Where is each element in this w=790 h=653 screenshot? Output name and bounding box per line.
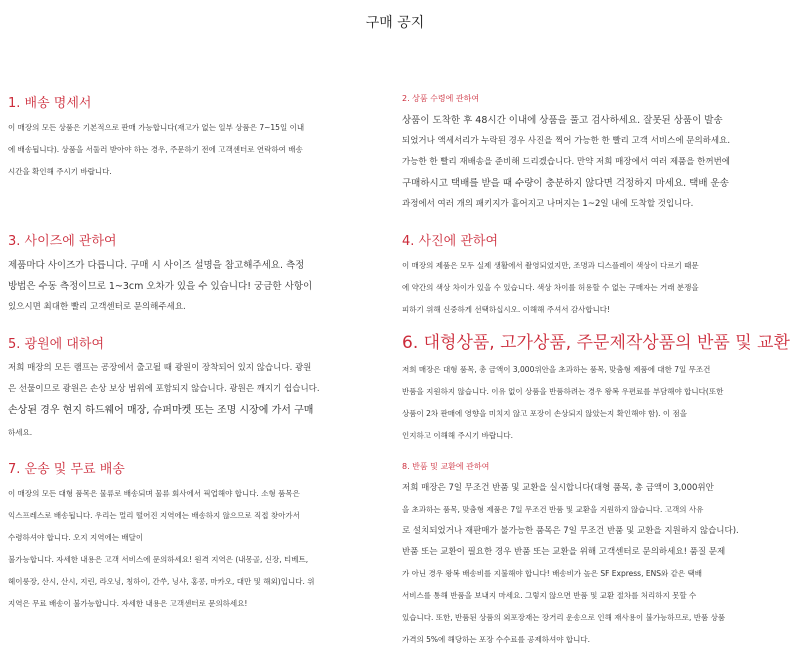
section-heading: 6. 대형상품, 고가상품, 주문제작상품의 반품 및 교환 <box>402 333 790 353</box>
text-line: 있습니다. 또한, 반품된 상품의 외포장재는 장거리 운송으로 인해 재사용이 불가능하므로, 반품 상품 <box>402 613 726 622</box>
section-receiving <box>402 93 777 215</box>
text-line: 이 매장의 모든 상품은 기본적으로 판매 가능합니다(재고가 없는 일부 상품은 7~15일 이내 <box>8 123 305 132</box>
text-line: 있으시면 최대한 빨리 고객센터로 문의해주세요. <box>8 302 186 312</box>
text-line: 수령하셔야 합니다. 오지 지역에는 배달이 <box>8 533 144 542</box>
text-line: 되었거나 액세서리가 누락된 경우 사진을 찍어 가능한 한 빨리 고객 서비스에 문의하세요. <box>402 136 731 146</box>
text-line: 방법은 수동 측정이므로 1~3cm 오차가 있을 수 있습니다! 궁금한 사항이 <box>8 281 313 292</box>
text-line: 손상된 경우 현지 하드웨어 매장, 슈퍼마켓 또는 조명 시장에 가서 구매 <box>8 405 314 416</box>
section-heading: 3. 사이즈에 관하여 <box>8 234 117 249</box>
section-heading: 5. 광원에 대하여 <box>8 337 105 352</box>
section-heading: 1. 배송 명세서 <box>8 96 92 111</box>
page-title: 구매 공지 <box>365 15 425 31</box>
text-line: 저희 매장은 7일 무조건 반품 및 교환을 실시합니다(대형 품목, 총 금액이 3,000위안 <box>402 483 714 493</box>
section-returns-exchange <box>402 461 787 651</box>
text-line: 지역은 무료 배송이 불가능합니다. 자세한 내용은 고객센터로 문의하세요! <box>8 599 248 608</box>
text-line: 하세요. <box>8 428 33 437</box>
text-line: 과정에서 여러 개의 패키지가 흩어지고 나머지는 1~2일 내에 도착할 것입니다. <box>402 199 694 209</box>
text-line: 구매하시고 택배를 받을 때 수량이 충분하지 않다면 걱정하지 마세요. 택배 운송 <box>402 178 729 189</box>
section-heading: 8. 반품 및 교환에 관하여 <box>402 462 490 471</box>
section-heading: 7. 운송 및 무료 배송 <box>8 462 125 477</box>
text-line: 가격의 5%에 해당하는 포장 수수료를 공제하셔야 합니다. <box>402 635 590 644</box>
section-shipping-free <box>8 458 383 615</box>
text-line: 헤이룽장, 산시, 산시, 지린, 라오닝, 칭하이, 간쑤, 닝샤, 홍콩, 마카오, 대만 및 해외)입니다. 위 <box>8 577 315 586</box>
section-shipping-spec <box>8 92 383 183</box>
text-line: 시간을 확인해 주시기 바랍니다. <box>8 167 112 176</box>
text-line: 저희 매장은 대형 품목, 총 금액이 3,000위안을 초과하는 품목, 맞춤형 제품에 대한 7일 무조건 <box>402 365 711 374</box>
text-line: 인지하고 이해해 주시기 바랍니다. <box>402 431 513 440</box>
text-line: 서비스를 통해 반품을 보내지 마세요. 그렇지 않으면 반품 및 교환 절차를 처리하지 못할 수 <box>402 591 697 600</box>
text-line: 제품마다 사이즈가 다릅니다. 구매 시 사이즈 설명을 참고해주세요. 측정 <box>8 260 305 271</box>
text-line: 이 매장의 모든 대형 품목은 물류로 배송되며 물류 회사에서 픽업해야 합니다. 소형 품목은 <box>8 489 300 498</box>
section-photos <box>402 230 777 321</box>
text-line: 은 선물이므로 광원은 손상 보상 범위에 포함되지 않습니다. 광원은 깨지기 쉽습니다. <box>8 384 320 394</box>
text-line: 가능한 한 빨리 재배송을 준비해 드리겠습니다. 만약 저희 매장에서 여러 제품을 한꺼번에 <box>402 157 731 167</box>
text-line: 반품 또는 교환이 필요한 경우 반품 또는 교환을 위해 고객센터로 문의하세요! 품질 문제 <box>402 547 726 557</box>
text-line: 저희 매장의 모든 램프는 공장에서 출고될 때 광원이 장착되어 있지 않습니다. 광원 <box>8 363 312 373</box>
text-line: 에 약간의 색상 차이가 있을 수 있습니다. 색상 차이를 허용할 수 없는 구매자는 거래 분쟁을 <box>402 283 699 292</box>
text-line: 반품을 지원하지 않습니다. 이유 없이 상품을 반품하려는 경우 왕복 우편료를 부담해야 합니다(또한 <box>402 387 724 396</box>
text-line: 상품이 2차 판매에 영향을 미치지 않고 포장이 손상되지 않았는지 확인해야 함). 이 점을 <box>402 409 688 418</box>
text-line: 가 아닌 경우 왕복 배송비를 지불해야 합니다! 배송비가 높은 SF Express, ENS와 같은 택배 <box>402 569 702 578</box>
text-line: 익스프레스로 배송됩니다. 우리는 멀리 떨어진 지역에는 배송하지 않으므로 직접 찾아가서 <box>8 511 300 520</box>
section-size <box>8 230 383 318</box>
text-line: 이 매장의 제품은 모두 실제 생활에서 촬영되었지만, 조명과 디스플레이 색상이 다르기 때문 <box>402 261 699 270</box>
text-line: 로 설치되었거나 재판매가 불가능한 품목은 7일 무조건 반품 및 교환을 지원하지 않습니다). <box>402 526 739 536</box>
text-line: 상품이 도착한 후 48시간 이내에 상품을 풀고 검사하세요. 잘못된 상품이 발송 <box>402 115 723 126</box>
section-heading: 4. 사진에 관하여 <box>402 234 499 249</box>
text-line: 불가능합니다. 자세한 내용은 고객 서비스에 문의하세요! 원격 지역은 (내몽골, 신장, 티베트, <box>8 555 309 564</box>
section-light-source <box>8 333 383 444</box>
text-line: 을 초과하는 품목, 맞춤형 제품은 7일 무조건 반품 및 교환을 지원하지 않습니다. 고객의 사유 <box>402 505 704 514</box>
text-line: 에 배송됩니다). 상품을 서둘러 받아야 하는 경우, 주문하기 전에 고객센터로 연락하여 배송 <box>8 145 303 154</box>
section-heading: 2. 상품 수령에 관하여 <box>402 94 480 103</box>
text-line: 피하기 위해 신중하게 선택하십시오. 이해해 주셔서 감사합니다! <box>402 305 611 314</box>
section-large-items-returns <box>402 328 790 447</box>
